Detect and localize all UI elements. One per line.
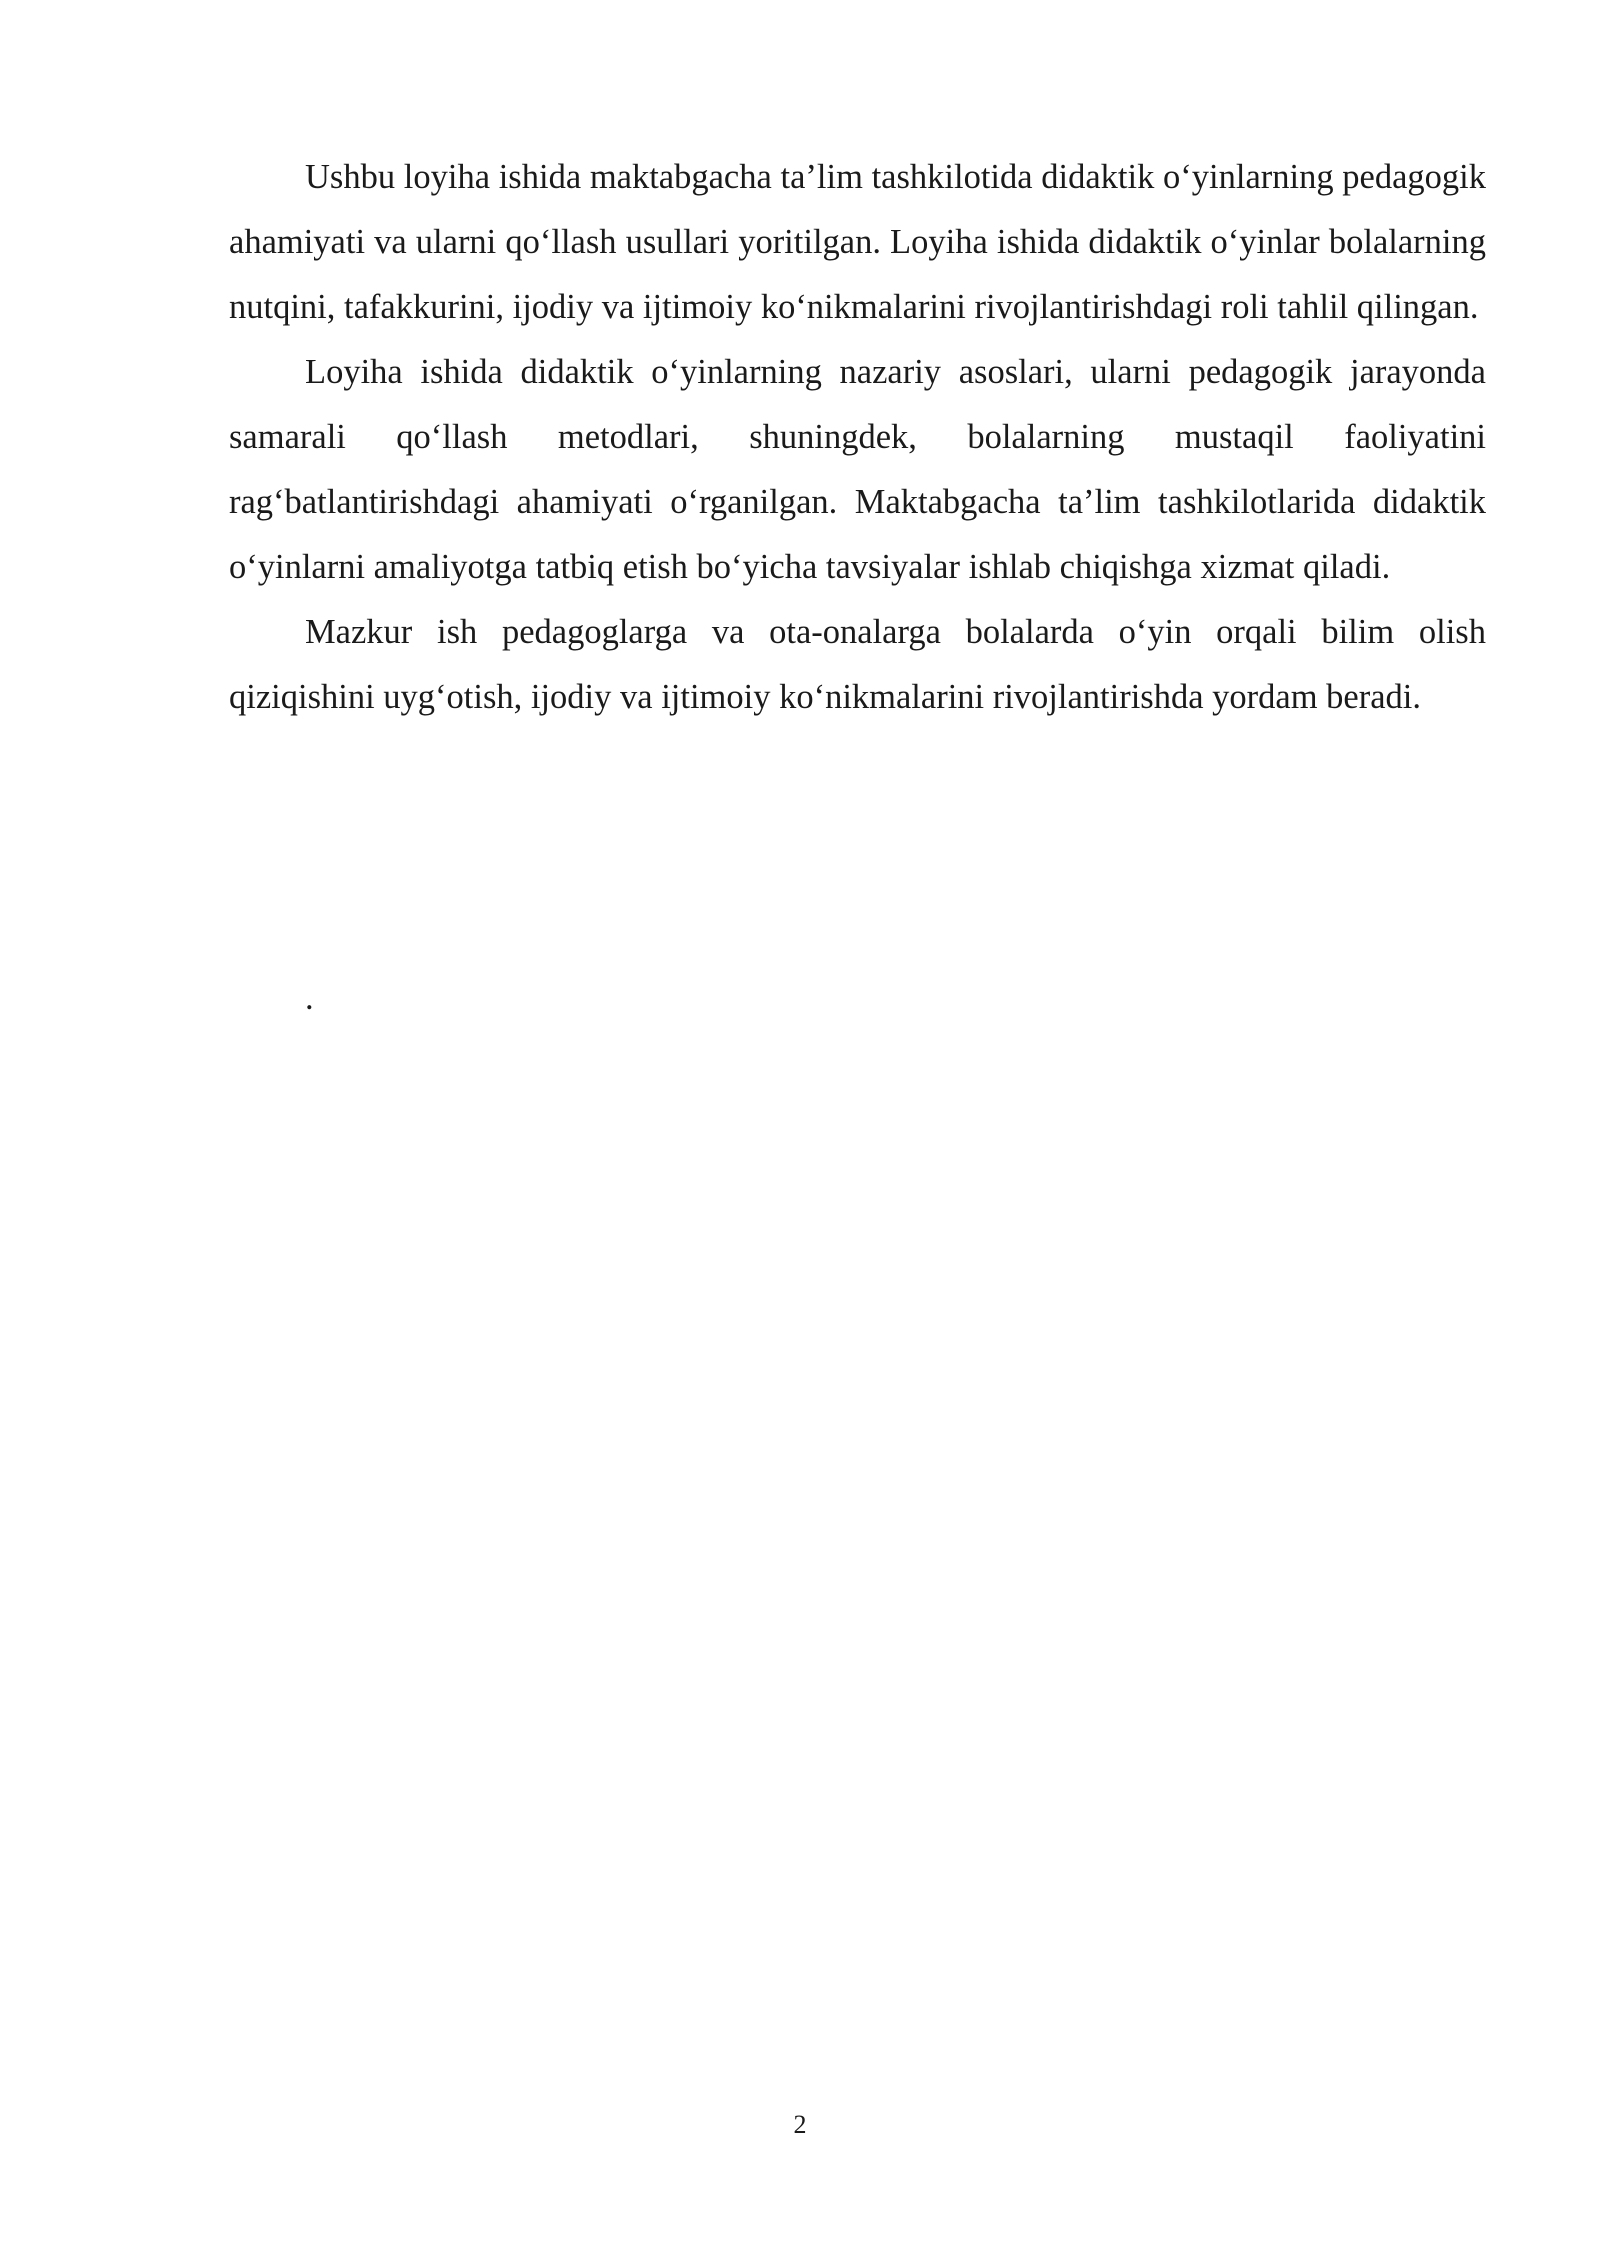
paragraph-3: Mazkur ish pedagoglarga va ota-onalarga bolalarda o‘yin orqali bilim olish qiziqishini uyg‘otish, ijodiy va ijtimoiy ko‘nikmalarini rivojlantirishda yordam beradi.: [229, 613, 1486, 716]
paragraph-1: Ushbu loyiha ishida maktabgacha ta’lim tashkilotida didaktik o‘yinlarning pedagogik ahamiyati va ularni qo‘llash usullari yoritilgan. Loyiha ishida didaktik o‘yinlar bolalarning nutqini, tafakkurini, ijodiy va ijtimoiy ko‘nikmalarini rivojlantirishdagi roli tahlil qilingan.: [229, 158, 1486, 326]
trailing-mark: .: [305, 979, 314, 1017]
paragraph-2: Loyiha ishida didaktik o‘yinlarning nazariy asoslari, ularni pedagogik jarayonda samarali qo‘llash metodlari, shuningdek, bolalarning mustaqil faoliyatini rag‘batlantirishdagi ahamiyati o‘rganilgan. Maktabgacha ta’lim tashkilotlarida didaktik o‘yinlarni amaliyotga tatbiq etish bo‘yicha tavsiyalar ishlab chiqishga xizmat qiladi.: [229, 353, 1486, 586]
page-number: 2: [793, 2110, 807, 2139]
body-text: [229, 145, 1486, 730]
